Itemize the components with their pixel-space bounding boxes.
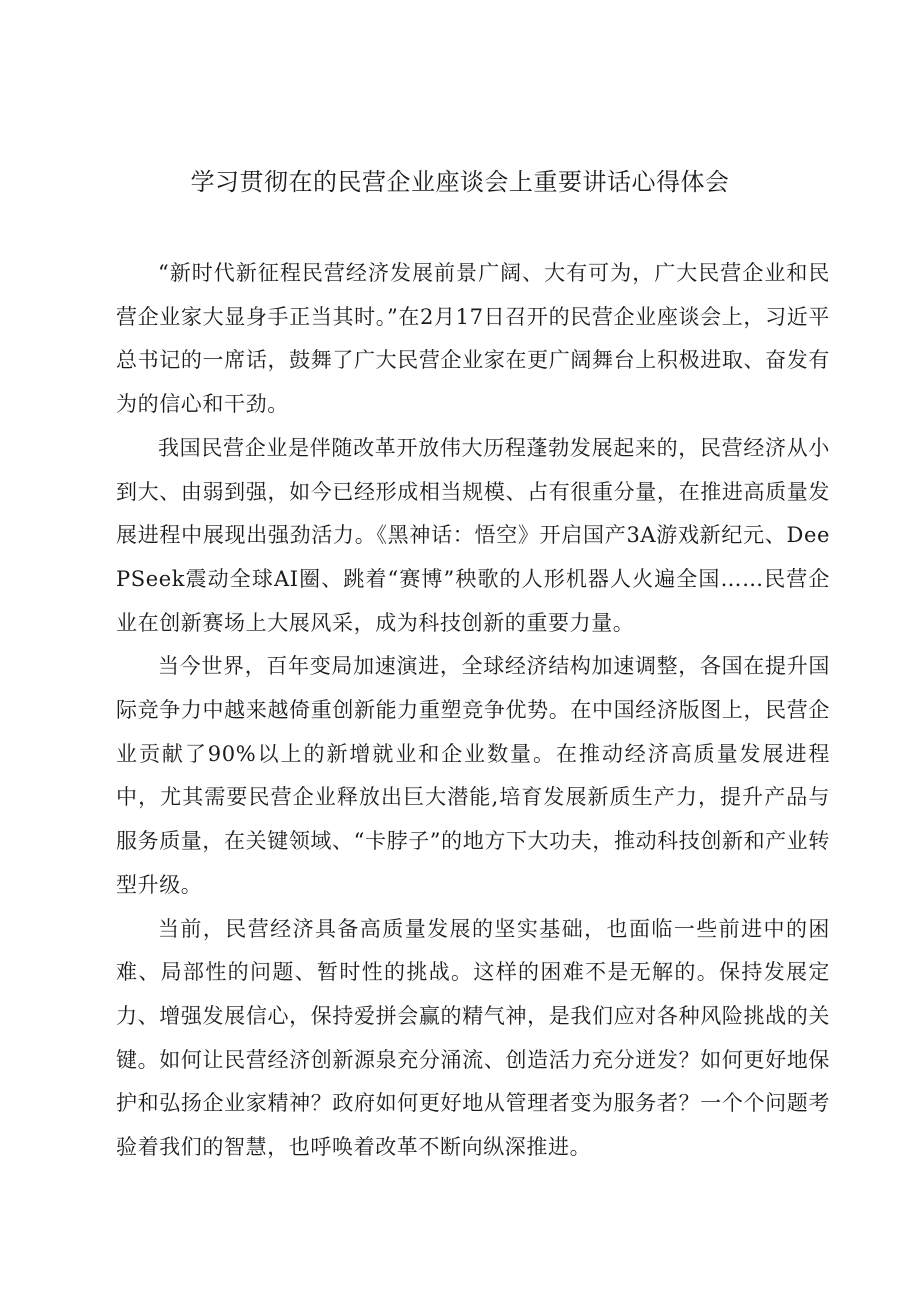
- paragraph-1: “新时代新征程民营经济发展前景广阔、大有可为，广大民营企业和民营企业家大显身手正当其时。”在2月17日召开的民营企业座谈会上，习近平总书记的一席话，鼓舞了广大民营企业家在更广阔舞台上积极进取、奋发有为的信心和干劲。: [116, 261, 830, 417]
- document-body: [116, 252, 830, 1170]
- document-title: 学习贯彻在的民营企业座谈会上重要讲话心得体会: [190, 168, 730, 196]
- paragraph-2: 我国民营企业是伴随改革开放伟大历程蓬勃发展起来的，民营经济从小到大、由弱到强，如今已经形成相当规模、占有很重分量，在推进高质量发展进程中展现出强劲活力。《黑神话：悟空》开启国产3A游戏新纪元、DeePSeek震动全球AI圈、跳着“赛博”秧歌的人形机器人火遍全国……民营企业在创新赛场上大展风采，成为科技创新的重要力量。: [116, 435, 830, 635]
- paragraph-3: 当今世界，百年变局加速演进，全球经济结构加速调整，各国在提升国际竞争力中越来越倚重创新能力重塑竞争优势。在中国经济版图上，民营企业贡献了90%以上的新增就业和企业数量。在推动经济高质量发展进程中，尤其需要民营企业释放出巨大潜能,培育发展新质生产力，提升产品与服务质量，在关键领域、“卡脖子”的地方下大功夫，推动科技创新和产业转型升级。: [116, 654, 830, 897]
- paragraph-4: 当前，民营经济具备高质量发展的坚实基础，也面临一些前进中的困难、局部性的问题、暂时性的挑战。这样的困难不是无解的。保持发展定力、增强发展信心，保持爱拼会赢的精气神，是我们应对各种风险挑战的关键。如何让民营经济创新源泉充分涌流、创造活力充分迸发？如何更好地保护和弘扬企业家精神？政府如何更好地从管理者变为服务者？一个个问题考验着我们的智慧，也呼唤着改革不断向纵深推进。: [116, 916, 830, 1160]
